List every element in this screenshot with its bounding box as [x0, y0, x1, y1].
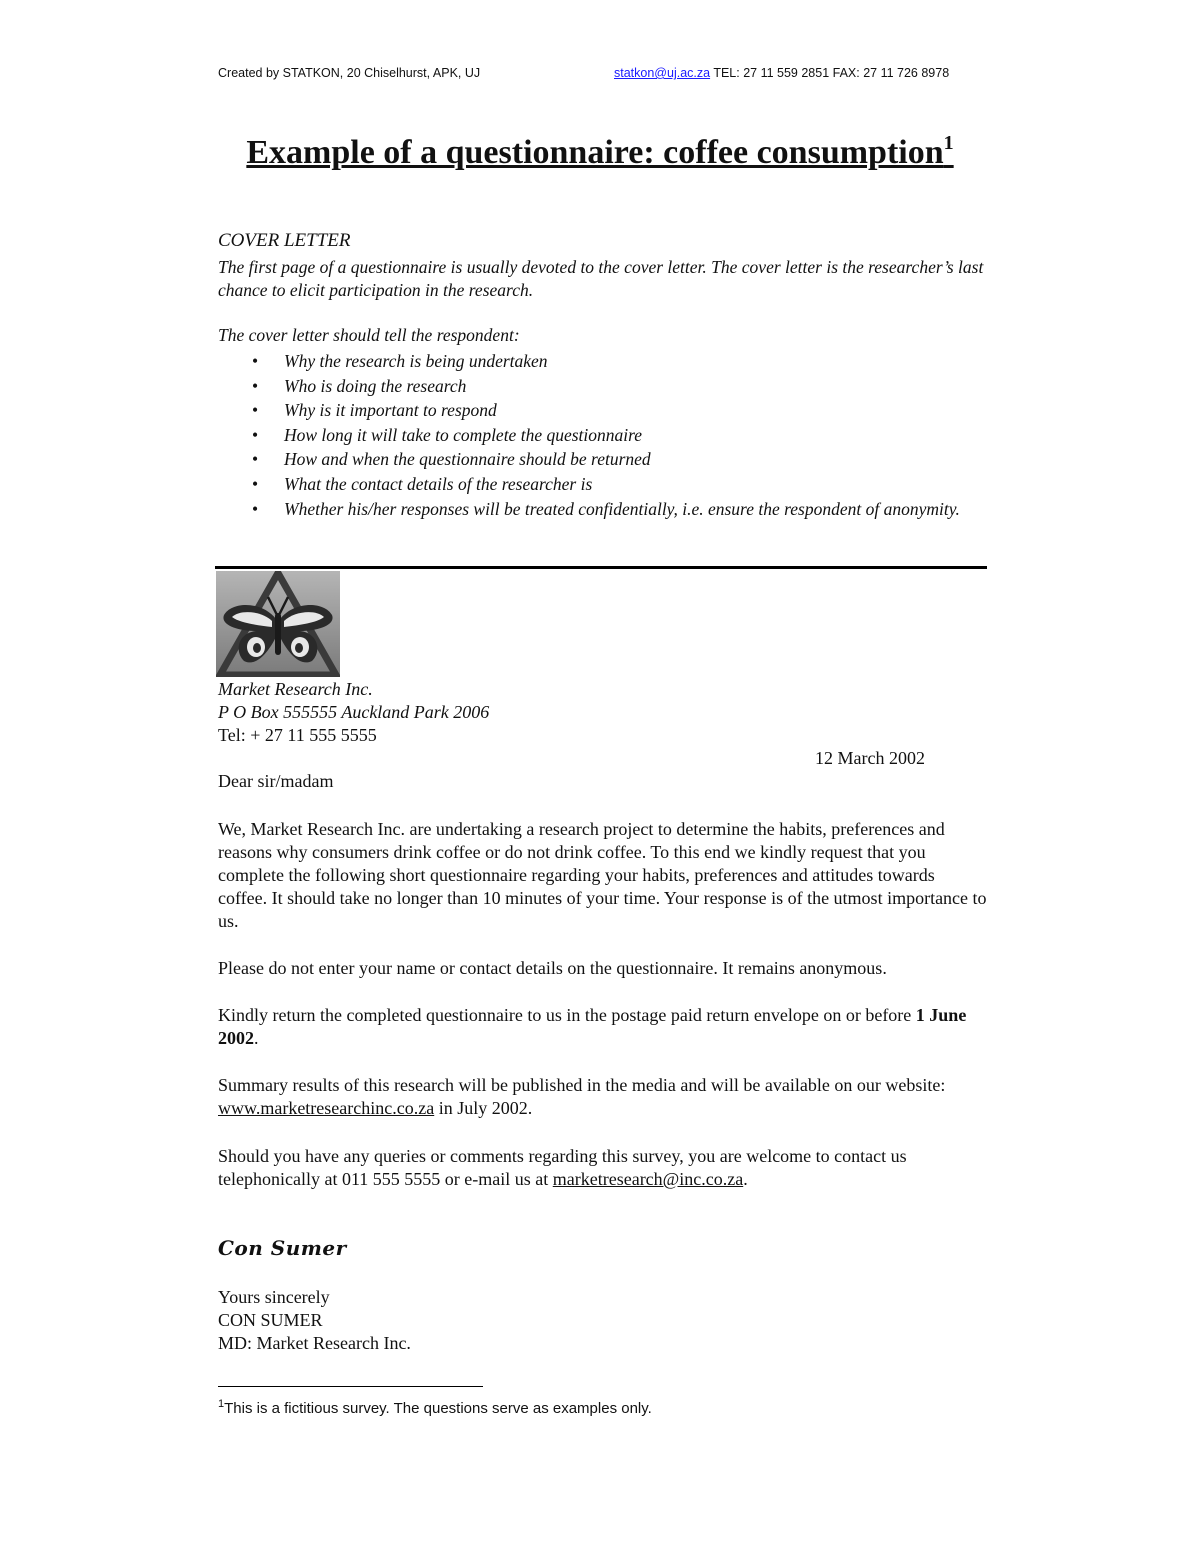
paragraph-purpose: We, Market Research Inc. are undertaking a research project to determine the habits, preferences and reasons why consumers drink coffee or do not drink coffee. To this end we kindly request that you complete the following short questionnaire regarding your habits, preferences and attitudes towards coffee. It should take no longer than 10 minutes of your time. Your response is of the utmost importance to us.: [218, 819, 987, 931]
bullet-icon: •: [252, 449, 259, 470]
list-item: • Why is it important to respond: [218, 398, 988, 423]
header-email-link[interactable]: statkon@uj.ac.za: [614, 66, 711, 80]
closing-text: Yours sincerely: [218, 1287, 330, 1307]
paragraph-return: Kindly return the completed questionnaire to us in the postage paid return envelope on or before 1 June 2002.: [218, 1005, 967, 1048]
paragraph-anonymity: Please do not enter your name or contact details on the questionnaire. It remains anonymous.: [218, 958, 887, 978]
footnote-mark: 1: [218, 1398, 225, 1410]
footnote-divider: [218, 1386, 483, 1387]
signatory-name: CON SUMER: [218, 1310, 323, 1330]
cover-lead: The cover letter should tell the respondent:: [218, 325, 520, 345]
header-left: Created by STATKON, 20 Chiselhurst, APK, UJ: [218, 66, 481, 80]
company-address: P O Box 555555 Auckland Park 2006: [218, 702, 490, 722]
list-item: • How and when the questionnaire should be returned: [218, 447, 988, 472]
signature: Con Sumer: [218, 1236, 347, 1260]
paragraph-results: Summary results of this research will be published in the media and will be available on our website: www.marketresearchinc.co.za in July 2002.: [218, 1075, 946, 1118]
bullet-icon: •: [252, 424, 259, 445]
bullet-icon: •: [252, 400, 259, 421]
page-header: [218, 66, 982, 80]
header-contact: TEL: 27 11 559 2851 FAX: 27 11 726 8978: [710, 66, 950, 80]
cover-intro: The first page of a questionnaire is usually devoted to the cover letter. The cover letter is the researcher’s last chance to elicit participation in the research.: [218, 257, 984, 300]
letter-date: 12 March 2002: [815, 748, 925, 768]
list-item: • What the contact details of the researcher is: [218, 472, 988, 497]
paragraph-contact: Should you have any queries or comments regarding this survey, you are welcome to contact us telephonically at 011 555 5555 or e-mail us at marketresearch@inc.co.za.: [218, 1146, 907, 1189]
company-block: [218, 678, 489, 747]
list-item: • Whether his/her responses will be treated confidentially, i.e. ensure the respondent of anonymity.: [218, 497, 988, 522]
bullet-icon: •: [252, 375, 259, 396]
header-right: [614, 66, 949, 80]
company-name: Market Research Inc.: [218, 679, 373, 699]
bullet-icon: •: [252, 473, 259, 494]
bullet-icon: •: [252, 498, 259, 519]
section-divider: [215, 566, 987, 569]
title-footnote-mark: 1: [943, 132, 954, 154]
list-item: • Who is doing the research: [218, 374, 988, 399]
list-item: • How long it will take to complete the questionnaire: [218, 423, 988, 448]
page-title: [0, 132, 1200, 172]
closing-block: [218, 1286, 411, 1355]
cover-heading: COVER LETTER: [218, 230, 351, 251]
title-text: Example of a questionnaire: coffee consumption: [246, 134, 944, 171]
footnote: [218, 1398, 652, 1417]
butterfly-logo-icon: [216, 571, 340, 677]
footnote-text: This is a fictitious survey. The questions serve as examples only.: [224, 1400, 652, 1417]
bullet-icon: •: [252, 351, 259, 371]
signatory-role: MD: Market Research Inc.: [218, 1333, 411, 1353]
company-tel: Tel: + 27 11 555 5555: [218, 725, 377, 745]
email-link[interactable]: marketresearch@inc.co.za: [552, 1169, 744, 1189]
website-link[interactable]: www.marketresearchinc.co.za: [218, 1098, 435, 1118]
salutation: Dear sir/madam: [218, 771, 334, 791]
return-deadline: 1 June 2002: [218, 1005, 967, 1048]
list-item: • Why the research is being undertaken: [218, 349, 988, 374]
cover-points-list: [218, 349, 988, 521]
